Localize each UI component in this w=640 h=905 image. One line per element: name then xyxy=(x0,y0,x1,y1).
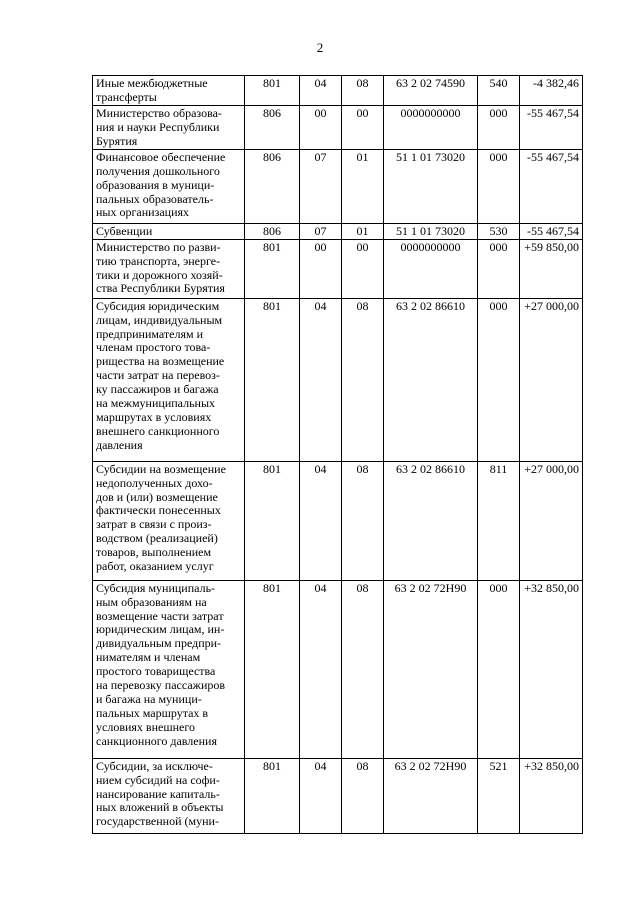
row-section-code: 07 xyxy=(300,223,342,239)
row-expense-type: 000 xyxy=(478,580,520,758)
row-ministry-code: 806 xyxy=(245,223,300,239)
row-expense-type: 521 xyxy=(478,758,520,833)
row-section-code: 04 xyxy=(300,580,342,758)
row-amount: -55 467,54 xyxy=(520,149,583,223)
row-name: Субсидия муниципаль- ным образованиям на возмещение части затрат юридическим лицам, ин- дивидуальным предпри- нимателям и членам простого товарищества на перевозку пассажиров и багажа на муници- пальных маршрутах в условиях внешнего санкционного давления xyxy=(93,580,245,758)
row-amount: -4 382,46 xyxy=(520,76,583,106)
row-target-code: 0000000000 xyxy=(384,105,478,149)
row-section-code: 04 xyxy=(300,758,342,833)
table-row xyxy=(93,76,583,106)
row-expense-type: 000 xyxy=(478,239,520,298)
row-subsection-code: 01 xyxy=(342,223,384,239)
row-target-code: 63 2 02 86610 xyxy=(384,298,478,461)
row-subsection-code: 08 xyxy=(342,580,384,758)
row-ministry-code: 801 xyxy=(245,239,300,298)
row-target-code: 0000000000 xyxy=(384,239,478,298)
row-name: Министерство по разви- тию транспорта, энерге- тики и дорожного хозяй- ства Республики Бурятия xyxy=(93,239,245,298)
budget-changes-table xyxy=(92,75,583,834)
row-section-code: 04 xyxy=(300,461,342,580)
table-row xyxy=(93,461,583,580)
row-amount: +27 000,00 xyxy=(520,298,583,461)
row-expense-type: 000 xyxy=(478,105,520,149)
row-ministry-code: 801 xyxy=(245,76,300,106)
table-row xyxy=(93,223,583,239)
row-name: Субвенции xyxy=(93,223,245,239)
row-subsection-code: 00 xyxy=(342,239,384,298)
table-row xyxy=(93,239,583,298)
row-expense-type: 530 xyxy=(478,223,520,239)
table-row xyxy=(93,758,583,833)
row-target-code: 63 2 02 72Н90 xyxy=(384,580,478,758)
row-amount: +32 850,00 xyxy=(520,580,583,758)
row-amount: -55 467,54 xyxy=(520,223,583,239)
row-ministry-code: 806 xyxy=(245,149,300,223)
row-target-code: 51 1 01 73020 xyxy=(384,149,478,223)
table-row xyxy=(93,149,583,223)
row-section-code: 00 xyxy=(300,105,342,149)
row-ministry-code: 801 xyxy=(245,298,300,461)
row-subsection-code: 01 xyxy=(342,149,384,223)
page-number: 2 xyxy=(316,40,324,55)
row-target-code: 63 2 02 86610 xyxy=(384,461,478,580)
row-ministry-code: 801 xyxy=(245,758,300,833)
row-amount: +59 850,00 xyxy=(520,239,583,298)
row-name: Министерство образова- ния и науки Республики Бурятия xyxy=(93,105,245,149)
row-section-code: 07 xyxy=(300,149,342,223)
row-name: Субсидия юридическим лицам, индивидуальным предпринимателям и членам простого това- рищества на возмещение части затрат на перевоз- ку пассажиров и багажа на межмуниципальных маршрутах в условиях внешнего санкционного давления xyxy=(93,298,245,461)
row-expense-type: 000 xyxy=(478,149,520,223)
row-subsection-code: 08 xyxy=(342,298,384,461)
row-name: Финансовое обеспечение получения дошкольного образования в муници- пальных образователь- ных организациях xyxy=(93,149,245,223)
table-row xyxy=(93,105,583,149)
row-section-code: 04 xyxy=(300,76,342,106)
row-expense-type: 811 xyxy=(478,461,520,580)
row-target-code: 63 2 02 74590 xyxy=(384,76,478,106)
table-body xyxy=(93,76,583,834)
row-name: Субсидии, за исключе- нием субсидий на софи- нансирование капиталь- ных вложений в объекты государственной (муни- xyxy=(93,758,245,833)
row-subsection-code: 00 xyxy=(342,105,384,149)
row-name: Субсидии на возмещение недополученных дохо- дов и (или) возмещение фактически понесенных затрат в связи с произ- водством (реализацией) товаров, выполнением работ, оказанием услуг xyxy=(93,461,245,580)
row-ministry-code: 801 xyxy=(245,461,300,580)
row-section-code: 04 xyxy=(300,298,342,461)
row-amount: +27 000,00 xyxy=(520,461,583,580)
row-ministry-code: 806 xyxy=(245,105,300,149)
row-ministry-code: 801 xyxy=(245,580,300,758)
row-expense-type: 000 xyxy=(478,298,520,461)
row-amount: +32 850,00 xyxy=(520,758,583,833)
row-subsection-code: 08 xyxy=(342,758,384,833)
row-subsection-code: 08 xyxy=(342,461,384,580)
row-section-code: 00 xyxy=(300,239,342,298)
row-expense-type: 540 xyxy=(478,76,520,106)
table-row xyxy=(93,580,583,758)
row-subsection-code: 08 xyxy=(342,76,384,106)
row-target-code: 63 2 02 72Н90 xyxy=(384,758,478,833)
row-amount: -55 467,54 xyxy=(520,105,583,149)
row-name: Иные межбюджетные трансферты xyxy=(93,76,245,106)
table-row xyxy=(93,298,583,461)
row-target-code: 51 1 01 73020 xyxy=(384,223,478,239)
